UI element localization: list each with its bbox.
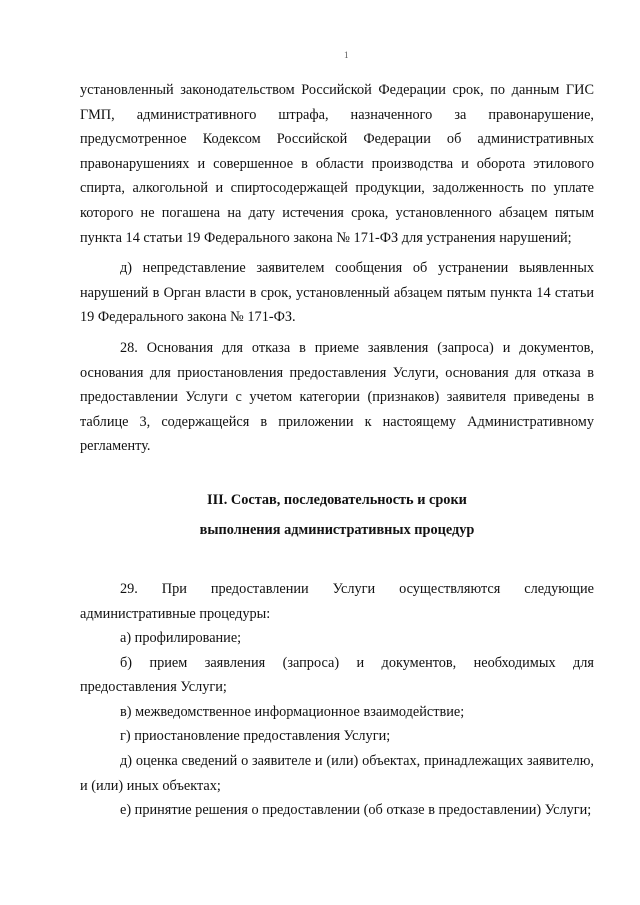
document-body: [80, 78, 594, 823]
page-number-mark: 1: [344, 50, 349, 60]
list-item: а) профилирование;: [120, 630, 242, 647]
paragraph-29: 29. При предоставлении Услуги осуществляются следующие административные процедуры:: [80, 580, 594, 622]
list-item: б) прием заявления (запроса) и документов, необходимых для предоставления Услуги;: [80, 654, 594, 696]
list-item: д) оценка сведений о заявителе и (или) объектах, принадлежащих заявителю, и (или) иных объектах;: [80, 753, 594, 794]
list-item: е) принятие решения о предоставлении (об отказе в предоставлении) Услуги;: [120, 802, 592, 819]
section-heading-line-2: выполнения административных процедур: [199, 521, 475, 538]
paragraph-continuation: установленный законодательством Российской Федерации срок, по данным ГИС ГМП, административного штрафа, назначенного за правонарушение, предусмотренное Кодексом Российской Федерации об административных правонарушениях и совершенное в области производства и оборота этилового спирта, алкогольной и спиртосодержащей продукции, задолженность по уплате которого не погашена на дату истечения срока, установленного абзацем пятым пункта 14 статьи 19 Федерального закона № 171-ФЗ для устранения нарушений;: [80, 82, 594, 246]
paragraph-28: 28. Основания для отказа в приеме заявления (запроса) и документов, основания для приостановления предоставления Услуги, основания для отказа в предоставлении Услуги с учетом категории (признаков) заявителя приведены в таблице 3, содержащейся в приложении к настоящему Административному регламенту.: [80, 339, 594, 455]
section-heading-line-1: III. Состав, последовательность и сроки: [207, 491, 467, 508]
list-item: г) приостановление предоставления Услуги;: [120, 728, 391, 745]
section-heading: [80, 485, 594, 545]
paragraph-item-d: д) непредставление заявителем сообщения об устранении выявленных нарушений в Орган власти в срок, установленный абзацем пятым пункта 14 статьи 19 Федерального закона № 171-ФЗ.: [80, 260, 594, 326]
list-item: в) межведомственное информационное взаимодействие;: [120, 703, 465, 720]
